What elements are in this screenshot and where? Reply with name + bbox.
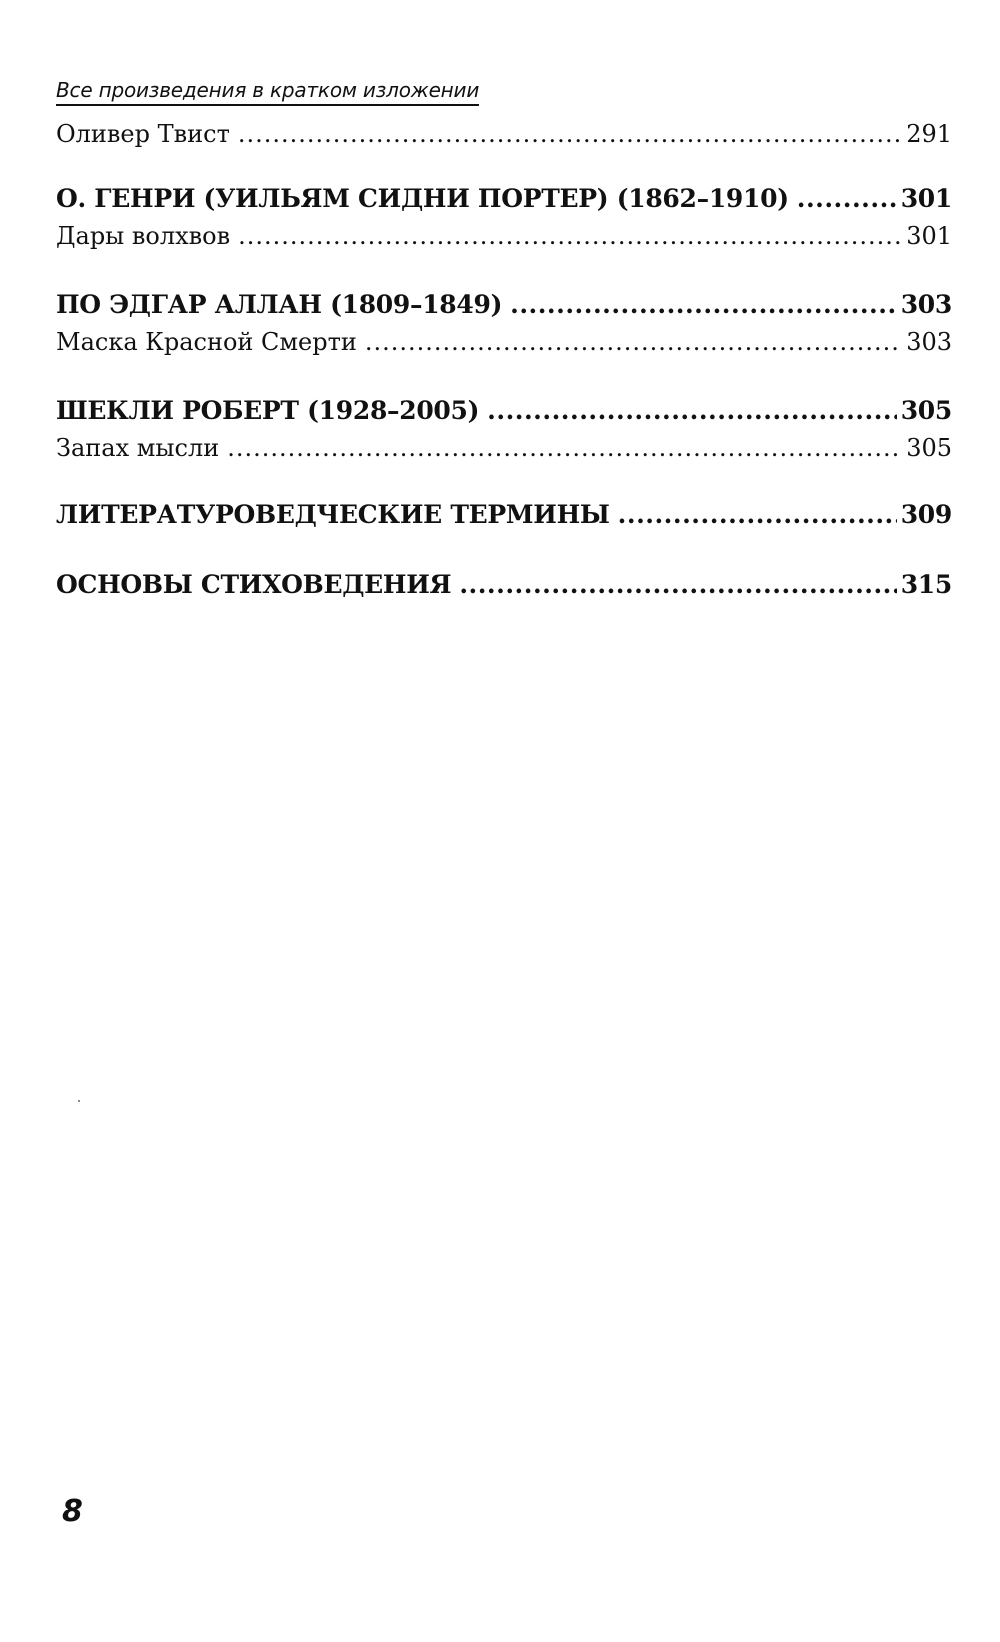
toc-entry-page: 303 (900, 290, 952, 319)
toc-entry-title: Маска Красной Смерти (56, 328, 357, 356)
toc-entry-o-henry (56, 182, 952, 216)
toc-entry-versification (56, 568, 952, 602)
toc-entry-page: 301 (900, 184, 952, 213)
dot-leader (365, 326, 902, 358)
dot-leader (797, 182, 897, 216)
toc-entry-title: ПО ЭДГАР АЛЛАН (1809–1849) (56, 290, 503, 319)
print-speck (78, 1100, 80, 1102)
toc-entry-page: 291 (906, 120, 952, 148)
toc-entry-title: О. ГЕНРИ (УИЛЬЯМ СИДНИ ПОРТЕР) (1862–1910) (56, 184, 789, 213)
dot-leader (238, 118, 902, 150)
running-header: Все произведения в кратком изложении (56, 78, 479, 106)
toc-entry-title: Оливер Твист (56, 120, 230, 148)
dot-leader (227, 432, 902, 464)
dot-leader (238, 220, 902, 252)
toc-entry-page: 309 (900, 500, 952, 529)
toc-entry-page: 305 (900, 396, 952, 425)
toc-entry-page: 305 (906, 434, 952, 462)
dot-leader (618, 498, 897, 532)
page-number: 8 (62, 1494, 83, 1529)
toc-entry-page: 315 (900, 570, 952, 599)
toc-entry-title: ЛИТЕРАТУРОВЕДЧЕСКИЕ ТЕРМИНЫ (56, 500, 610, 529)
toc-entry-oliver-twist (56, 118, 952, 150)
toc-entry-title: ОСНОВЫ СТИХОВЕДЕНИЯ (56, 570, 452, 599)
toc-entry-title: ШЕКЛИ РОБЕРТ (1928–2005) (56, 396, 480, 425)
dot-leader (510, 288, 897, 322)
toc-entry-sheckley (56, 394, 952, 428)
dot-leader (459, 568, 896, 602)
toc-entry-smell-of-thought (56, 432, 952, 464)
toc-entry-masque-red-death (56, 326, 952, 358)
toc-entry-literary-terms (56, 498, 952, 532)
toc-entry-poe (56, 288, 952, 322)
toc-entry-page: 301 (906, 222, 952, 250)
toc-entry-title: Дары волхвов (56, 222, 231, 250)
toc-entry-gift-of-magi (56, 220, 952, 252)
dot-leader (487, 394, 897, 428)
toc-entry-page: 303 (906, 328, 952, 356)
toc-entry-title: Запах мысли (56, 434, 220, 462)
